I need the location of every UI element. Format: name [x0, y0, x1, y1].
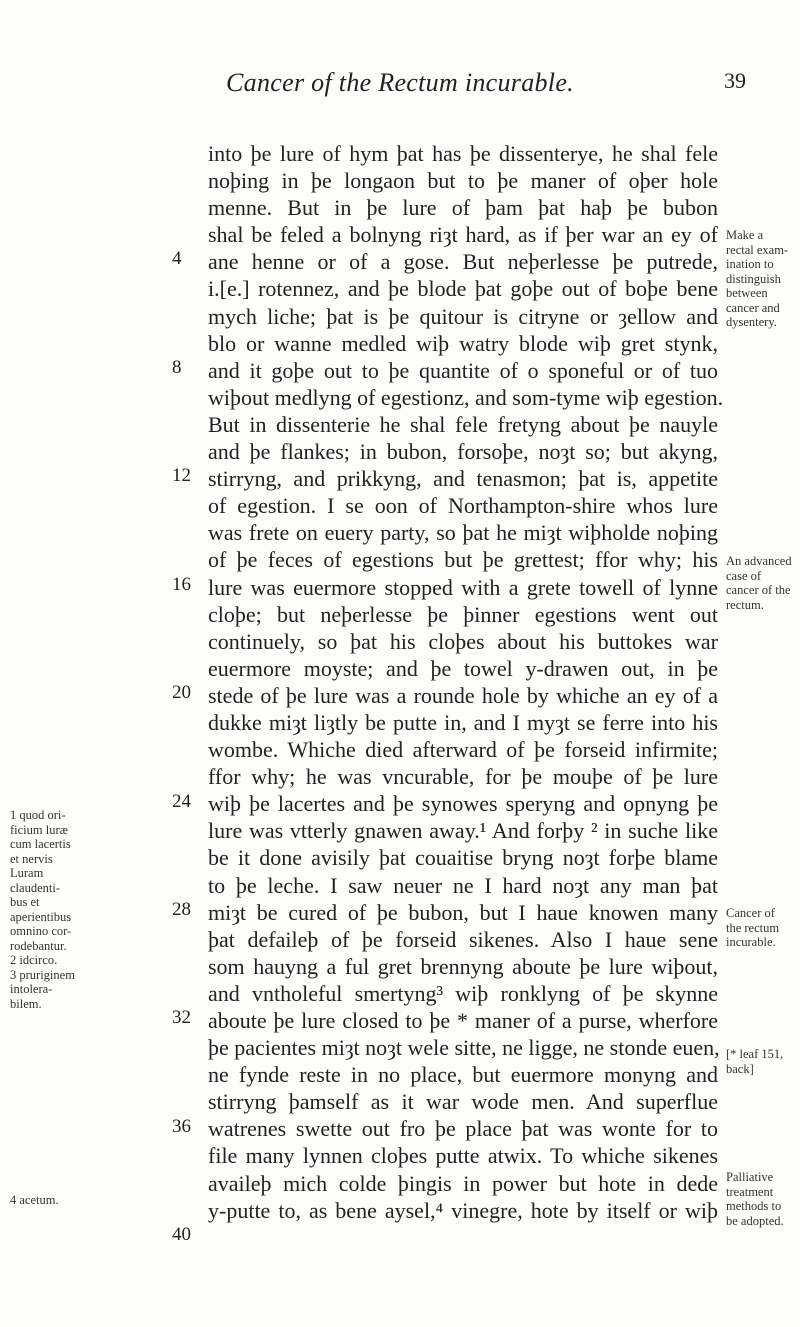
text-line: blo or wanne medled wiþ watry blode wiþ gret stynk,	[208, 330, 718, 356]
note-line: the rectum	[726, 920, 780, 935]
text-line: euermore moyste; and þe towel y-drawen out, in þe	[208, 655, 718, 681]
text-line: mych liche; þat is þe quitour is citryne or ȝellow and	[208, 303, 718, 329]
margin-note-palliative	[726, 1170, 784, 1228]
gloss-line: cum lacertis	[10, 837, 71, 851]
text-line: be it done avisily þat couaitise bryng noȝt forþe blame	[208, 845, 718, 871]
text-line: y-putte to, as bene aysel,⁴ vinegre, hote by itself or wiþ	[208, 1197, 718, 1223]
main-text	[208, 140, 724, 1224]
margin-gloss-footnotes	[10, 808, 75, 1011]
text-line: stede of þe lure was a rounde hole by whiche an ey of a	[208, 682, 718, 708]
note-line: rectal exam-	[726, 242, 789, 257]
note-line: between	[726, 286, 768, 300]
text-line: watrenes swette out fro þe place þat was wonte for to	[208, 1116, 718, 1142]
note-line: Cancer of	[726, 906, 775, 920]
text-line: wiþ þe lacertes and þe synowes speryng and opnyng þe	[208, 791, 718, 817]
text-line: i.[e.] rotennez, and þe blode þat goþe out of boþe bene	[208, 276, 718, 302]
text-line: aboute þe lure closed to þe * maner of a purse, wherfore	[208, 1008, 718, 1033]
gloss-line: 2 idcirco.	[10, 953, 58, 967]
line-number: 24	[172, 791, 191, 812]
line-number: 32	[172, 1007, 191, 1028]
margin-note-leaf-reference	[726, 1047, 783, 1076]
note-line: distinguish	[726, 271, 781, 286]
text-line: and it goþe out to þe quantite of o sponeful or of tuo	[208, 357, 718, 383]
text-line: dukke miȝt liȝtly be putte in, and I myȝt se ferre into his	[208, 709, 718, 735]
gloss-line: et nervis	[10, 851, 53, 866]
gloss-line: intolera-	[10, 982, 53, 996]
gloss-line: aperientibus	[10, 909, 72, 924]
gloss-line: Luram	[10, 866, 44, 880]
line-number: 4	[172, 248, 182, 269]
line-number: 40	[172, 1224, 191, 1245]
note-line: rectum.	[726, 597, 764, 612]
gloss-line: bus et	[10, 895, 40, 909]
text-line: of þe feces of egestions but þe grettest; ffor why; his	[208, 547, 718, 573]
text-line: menne. But in þe lure of þam þat haþ þe bubon	[208, 195, 718, 221]
text-line: cloþe; but neþerlesse þe þinner egestions went out	[208, 601, 718, 627]
gloss-line: bilem.	[10, 996, 42, 1011]
note-line: Make a	[726, 228, 764, 242]
note-line: cancer and	[726, 300, 780, 315]
text-line: noþing in þe longaon but to þe maner of oþer hole	[208, 168, 718, 194]
text-line: was frete on euery party, so þat he miȝt wiþholde noþing	[208, 520, 718, 546]
text-line: stirryng, and prikkyng, and tenasmon; þat is, appetite	[208, 466, 718, 492]
gloss-line: 4 acetum.	[10, 1193, 59, 1207]
text-line: and vntholeful smertyng³ wiþ ronklyng of þe skynne	[208, 980, 718, 1006]
page-number: 39	[724, 68, 746, 93]
note-line: case of	[726, 568, 762, 583]
text-line: continuely, so þat his cloþes about his buttokes war	[208, 628, 718, 654]
note-line: treatment	[726, 1184, 774, 1199]
text-line: þe pacientes miȝt noȝt wele sitte, ne ligge, ne stonde euen,	[208, 1035, 720, 1061]
line-number: 36	[172, 1116, 191, 1137]
running-header-title: Cancer of the Rectum incurable.	[226, 68, 574, 97]
text-line: file many lynnen cloþes putte atwix. To whiche sikenes	[208, 1143, 718, 1169]
note-line: [* leaf 151,	[726, 1047, 784, 1061]
line-number: 12	[172, 465, 191, 486]
note-line: cancer of the	[726, 583, 791, 597]
note-line: dysentery.	[726, 315, 777, 329]
text-line: ne fynde reste in no place, but euermore monyng and	[208, 1062, 718, 1088]
gloss-line: rodebantur.	[10, 938, 67, 953]
text-line: wombe. Whiche died afterward of þe forseid infirmite;	[208, 737, 718, 763]
text-line: wiþout medlyng of egestionz, and som-tyme wiþ egestion.	[208, 384, 724, 410]
note-line: be adopted.	[726, 1213, 784, 1228]
text-line: þat defaileþ of þe forseid sikenes. Also I haue sene	[208, 926, 718, 952]
note-line: ination to	[726, 257, 774, 271]
text-line: ffor why; he was vncurable, for þe mouþe of þe lure	[208, 764, 718, 790]
text-line: lure was vtterly gnawen away.¹ And forþy ² in suche like	[208, 818, 718, 844]
text-line: availeþ mich colde þingis in power but hote in dede	[208, 1170, 718, 1196]
note-line: incurable.	[726, 935, 776, 949]
gloss-line: claudenti-	[10, 880, 60, 895]
line-number: 28	[172, 899, 191, 920]
note-line: back]	[726, 1061, 754, 1076]
note-line: Palliative	[726, 1170, 774, 1184]
gloss-line: 1 quod ori-	[10, 808, 66, 822]
margin-note-rectal-exam	[726, 228, 788, 330]
margin-gloss-acetum	[10, 1193, 59, 1208]
text-line: into þe lure of hym þat has þe dissenterye, he shal fele	[208, 141, 718, 166]
line-number: 20	[172, 682, 191, 703]
text-line: lure was euermore stopped with a grete towell of lynne	[208, 574, 718, 600]
note-line: methods to	[726, 1199, 782, 1213]
gloss-line: 3 pruriginem	[10, 967, 75, 982]
text-line: shal be feled a bolnyng riȝt hard, as if þer war an ey of	[208, 222, 718, 248]
line-number: 16	[172, 574, 191, 595]
gloss-line: omnino cor-	[10, 924, 72, 938]
margin-note-advanced-case	[726, 554, 792, 612]
text-line: miȝt be cured of þe bubon, but I haue knowen many	[208, 899, 718, 925]
text-line: and þe flankes; in bubon, forsoþe, noȝt so; but akyng,	[208, 439, 718, 465]
text-line: to þe leche. I saw neuer ne I hard noȝt any man þat	[208, 872, 718, 898]
text-line: som hauyng a ful gret brennyng aboute þe lure wiþout,	[208, 953, 718, 979]
text-line: But in dissenterie he shal fele fretyng about þe nauyle	[208, 411, 718, 437]
text-line: ane henne or of a gose. But neþerlesse þe putrede,	[208, 249, 718, 275]
line-number: 8	[172, 357, 182, 378]
gloss-line: ficium luræ	[10, 822, 68, 837]
margin-note-incurable	[726, 906, 779, 950]
text-line: of egestion. I se oon of Northampton-shire whos lure	[208, 493, 718, 519]
note-line: An advanced	[726, 554, 792, 568]
text-line: stirryng þamself as it war wode men. And superflue	[208, 1089, 718, 1115]
